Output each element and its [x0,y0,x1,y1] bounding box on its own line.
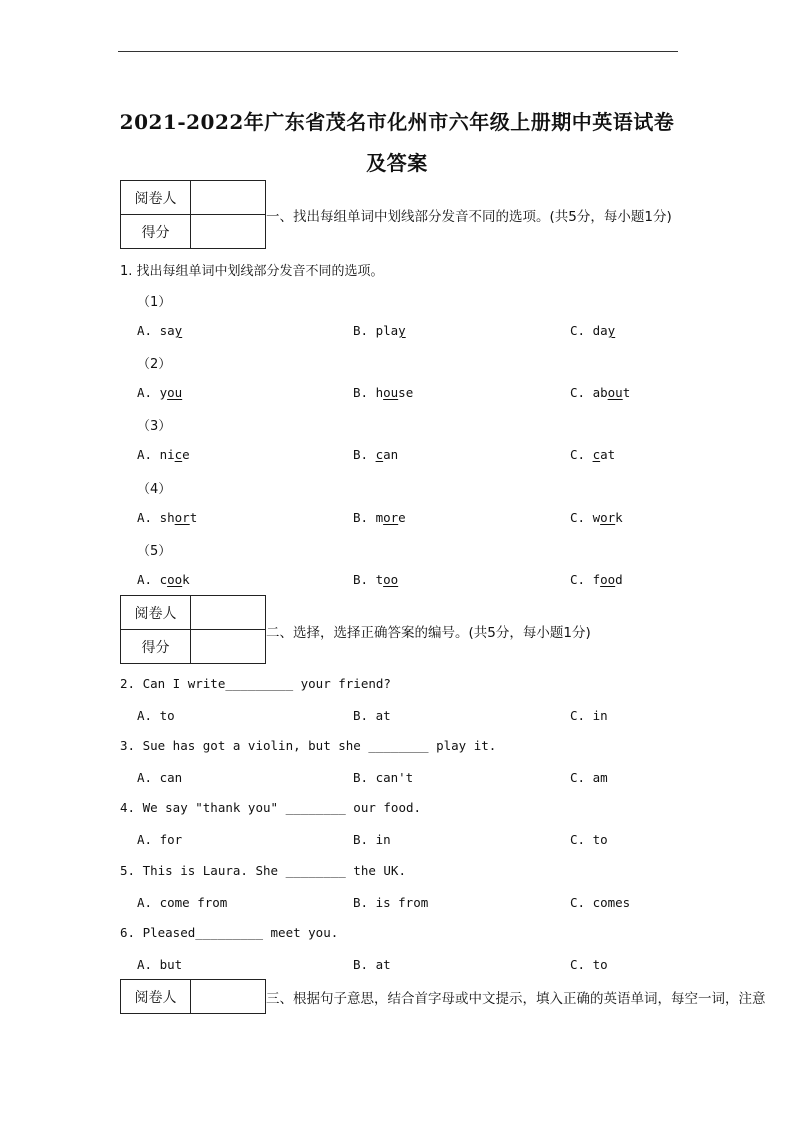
option-a[interactable]: A. come from [137,895,228,910]
underlined-letters: c [174,447,183,462]
reviewer-label: 阅卷人 [121,181,191,215]
option-a[interactable]: A. can [137,770,183,785]
underlined-letters: y [174,323,183,338]
section1-heading: 一、找出每组单词中划线部分发音不同的选项。(共5分，每小题1分) [266,209,672,225]
option-text: A. sa [137,323,175,338]
reviewer-label: 阅卷人 [121,980,191,1014]
underlined-letters: or [174,510,190,525]
score-box-section1 [120,180,266,249]
option-text: B. h [353,385,384,400]
question-2: 2. Can I write_________ your friend? [120,676,391,691]
reviewer-field[interactable] [191,596,266,630]
group-number: （4） [137,482,172,497]
option-text: k [615,510,623,525]
option-text: an [383,447,399,462]
option-text: at [600,447,616,462]
question-5: 5. This is Laura. She ________ the UK. [120,863,406,878]
option-c[interactable] [570,385,630,400]
section2-heading: 二、选择，选择正确答案的编号。(共5分，每小题1分) [266,625,591,641]
question-4: 4. We say "thank you" ________ our food. [120,800,422,815]
option-a[interactable] [137,385,182,400]
option-b[interactable]: B. at [353,708,391,723]
option-c[interactable] [570,572,623,587]
option-b[interactable]: B. is from [353,895,429,910]
underlined-letters: oo [383,572,399,587]
group-number: （2） [137,357,172,372]
underlined-letters: c [592,447,601,462]
underlined-letters: y [398,323,406,338]
underlined-letters: ou [167,385,183,400]
score-box-section2 [120,595,266,664]
option-c[interactable]: C. to [570,957,608,972]
option-c[interactable]: C. am [570,770,608,785]
option-text: A. c [137,572,168,587]
option-c[interactable] [570,323,615,338]
header-rule [118,51,678,52]
option-b[interactable] [353,447,398,462]
question-6: 6. Pleased_________ meet you. [120,925,339,940]
option-b[interactable]: B. at [353,957,391,972]
option-b[interactable] [353,385,413,400]
option-c[interactable]: C. in [570,708,608,723]
reviewer-label: 阅卷人 [121,596,191,630]
section3-heading: 三、根据句子意思，结合首字母或中文提示，填入正确的英语单词，每空一词，注意 [266,991,766,1007]
document-title: 2021-2022年广东省茂名市化州市六年级上册期中英语试卷 [119,110,675,134]
underlined-letters: c [375,447,384,462]
option-a[interactable] [137,323,182,338]
option-text: B. [353,447,376,462]
option-text: t [189,510,198,525]
option-text: e [182,447,190,462]
option-c[interactable] [570,447,615,462]
option-text: t [622,385,631,400]
option-text: k [182,572,190,587]
option-a[interactable] [137,510,197,525]
option-text: A. y [137,385,168,400]
question-3: 3. Sue has got a violin, but she ________ play it. [120,738,497,753]
option-text: C. da [570,323,608,338]
option-text: e [398,510,406,525]
option-b[interactable]: B. in [353,832,391,847]
reviewer-field[interactable] [191,181,266,215]
document-title-line2: 及答案 [366,151,428,175]
underlined-letters: ou [607,385,623,400]
underlined-letters: or [600,510,616,525]
underlined-letters: y [607,323,616,338]
group-number: （5） [137,544,172,559]
option-text: C. w [570,510,601,525]
option-text: se [398,385,414,400]
option-a[interactable]: A. for [137,832,183,847]
group-number: （3） [137,419,172,434]
question-1: 1. 找出每组单词中划线部分发音不同的选项。 [120,264,384,279]
underlined-letters: or [383,510,399,525]
reviewer-field[interactable] [191,980,266,1014]
option-b[interactable] [353,572,398,587]
option-c[interactable]: C. to [570,832,608,847]
option-c[interactable] [570,510,623,525]
option-text: B. m [353,510,384,525]
option-text: d [615,572,623,587]
underlined-letters: oo [600,572,616,587]
option-text: C. f [570,572,601,587]
score-field[interactable] [191,215,266,249]
underlined-letters: oo [167,572,183,587]
option-c[interactable]: C. comes [570,895,631,910]
score-label: 得分 [121,630,191,664]
score-box-section3 [120,979,266,1014]
option-text: B. t [353,572,384,587]
option-b[interactable] [353,510,406,525]
option-a[interactable] [137,447,190,462]
option-text: B. pla [353,323,399,338]
option-b[interactable] [353,323,406,338]
option-a[interactable]: A. but [137,957,183,972]
option-b[interactable]: B. can't [353,770,414,785]
underlined-letters: ou [383,385,399,400]
option-a[interactable]: A. to [137,708,175,723]
score-label: 得分 [121,215,191,249]
option-a[interactable] [137,572,190,587]
option-text: A. sh [137,510,175,525]
score-field[interactable] [191,630,266,664]
option-text: C. [570,447,593,462]
option-text: C. ab [570,385,608,400]
group-number: （1） [137,295,172,310]
option-text: A. ni [137,447,175,462]
